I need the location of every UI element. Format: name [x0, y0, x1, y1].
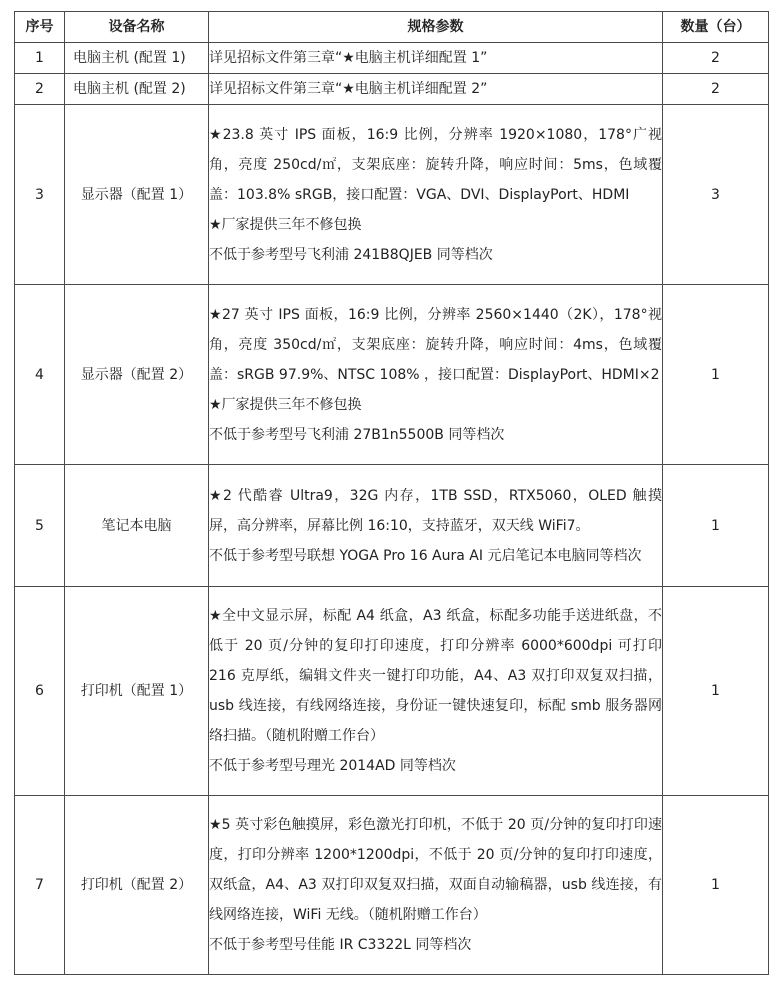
- row-spec: [209, 465, 663, 587]
- spec-line: ★23.8 英寸 IPS 面板，16:9 比例，分辨率 1920×1080，178°广视角，亮度 250cd/㎡，支架底座：旋转升降，响应时间：5ms，色域覆盖：103.8% sRGB，接口配置：VGA、DVI、DisplayPort、HDMI: [209, 126, 662, 203]
- header-name: 设备名称: [65, 12, 209, 43]
- header-num: 序号: [15, 12, 65, 43]
- table-row: [15, 587, 769, 796]
- row-num: 4: [15, 285, 65, 465]
- row-device-name: 打印机（配置 1）: [65, 587, 209, 796]
- row-qty: 2: [663, 74, 769, 105]
- row-spec: [209, 285, 663, 465]
- table-row: [15, 285, 769, 465]
- row-num: 1: [15, 43, 65, 74]
- spec-line: ★厂家提供三年不修包换: [209, 216, 362, 233]
- row-spec: [209, 587, 663, 796]
- row-qty: 1: [663, 465, 769, 587]
- row-spec: [209, 74, 663, 105]
- row-device-name: 电脑主机 (配置 1): [65, 43, 209, 74]
- row-device-name: 打印机（配置 2）: [65, 796, 209, 975]
- table-row: [15, 74, 769, 105]
- row-device-name: 显示器（配置 1）: [65, 105, 209, 285]
- spec-line: 不低于参考型号飞利浦 27B1n5500B 同等档次: [209, 426, 505, 443]
- row-device-name: 电脑主机 (配置 2): [65, 74, 209, 105]
- row-device-name: 笔记本电脑: [65, 465, 209, 587]
- spec-line: ★27 英寸 IPS 面板，16:9 比例，分辨率 2560×1440（2K），178°视角，亮度 350cd/㎡，支架底座：旋转升降，响应时间：4ms，色域覆盖：sRGB 97.9%、NTSC 108% ，接口配置：DisplayPort、HDMI×2: [209, 306, 662, 383]
- table-row: [15, 105, 769, 285]
- header-spec: 规格参数: [209, 12, 663, 43]
- row-spec: [209, 796, 663, 975]
- row-qty: 1: [663, 796, 769, 975]
- header-qty: 数量（台）: [663, 12, 769, 43]
- row-qty: 3: [663, 105, 769, 285]
- spec-line: 不低于参考型号理光 2014AD 同等档次: [209, 758, 456, 774]
- table-row: [15, 796, 769, 975]
- table-header-row: [15, 12, 769, 43]
- row-qty: 1: [663, 587, 769, 796]
- row-qty: 1: [663, 285, 769, 465]
- spec-line: ★全中文显示屏，标配 A4 纸盒，A3 纸盒，标配多功能手送进纸盘，不低于 20 页/分钟的复印打印速度，打印分辨率 6000*600dpi 可打印 216 克厚纸，编辑文件夹一键打印功能，A4、A3 双打印双复双扫描，usb 线连接，有线网络连接，身份证一键快速复印，标配 smb 服务器网络扫描。（随机附赠工作台）: [209, 608, 662, 744]
- row-num: 5: [15, 465, 65, 587]
- row-num: 3: [15, 105, 65, 285]
- row-num: 7: [15, 796, 65, 975]
- table-row: [15, 465, 769, 587]
- spec-line: 不低于参考型号联想 YOGA Pro 16 Aura AI 元启笔记本电脑同等档次: [209, 547, 642, 564]
- spec-line: ★2 代酷睿 Ultra9，32G 内存，1TB SSD，RTX5060，OLED 触摸屏，高分辨率，屏幕比例 16:10，支持蓝牙，双天线 WiFi7。: [209, 487, 662, 534]
- row-device-name: 显示器（配置 2）: [65, 285, 209, 465]
- spec-line: ★厂家提供三年不修包换: [209, 396, 362, 413]
- spec-line: 详见招标文件第三章“★电脑主机详细配置 2”: [209, 81, 488, 97]
- row-qty: 2: [663, 43, 769, 74]
- spec-line: 详见招标文件第三章“★电脑主机详细配置 1”: [209, 50, 488, 66]
- spec-line: 不低于参考型号佳能 IR C3322L 同等档次: [209, 937, 472, 953]
- row-num: 6: [15, 587, 65, 796]
- row-spec: [209, 43, 663, 74]
- spec-line: 不低于参考型号飞利浦 241B8QJEB 同等档次: [209, 246, 493, 263]
- row-spec: [209, 105, 663, 285]
- equipment-spec-table: [14, 11, 769, 975]
- table-row: [15, 43, 769, 74]
- spec-line: ★5 英寸彩色触摸屏，彩色激光打印机，不低于 20 页/分钟的复印打印速度，打印分辨率 1200*1200dpi，不低于 20 页/分钟的复印打印速度，双纸盒，A4、A3 双打印双复双扫描，双面自动输稿器，usb 线连接，有线网络连接，WiFi 无线。（随机附赠工作台）: [209, 817, 662, 923]
- row-num: 2: [15, 74, 65, 105]
